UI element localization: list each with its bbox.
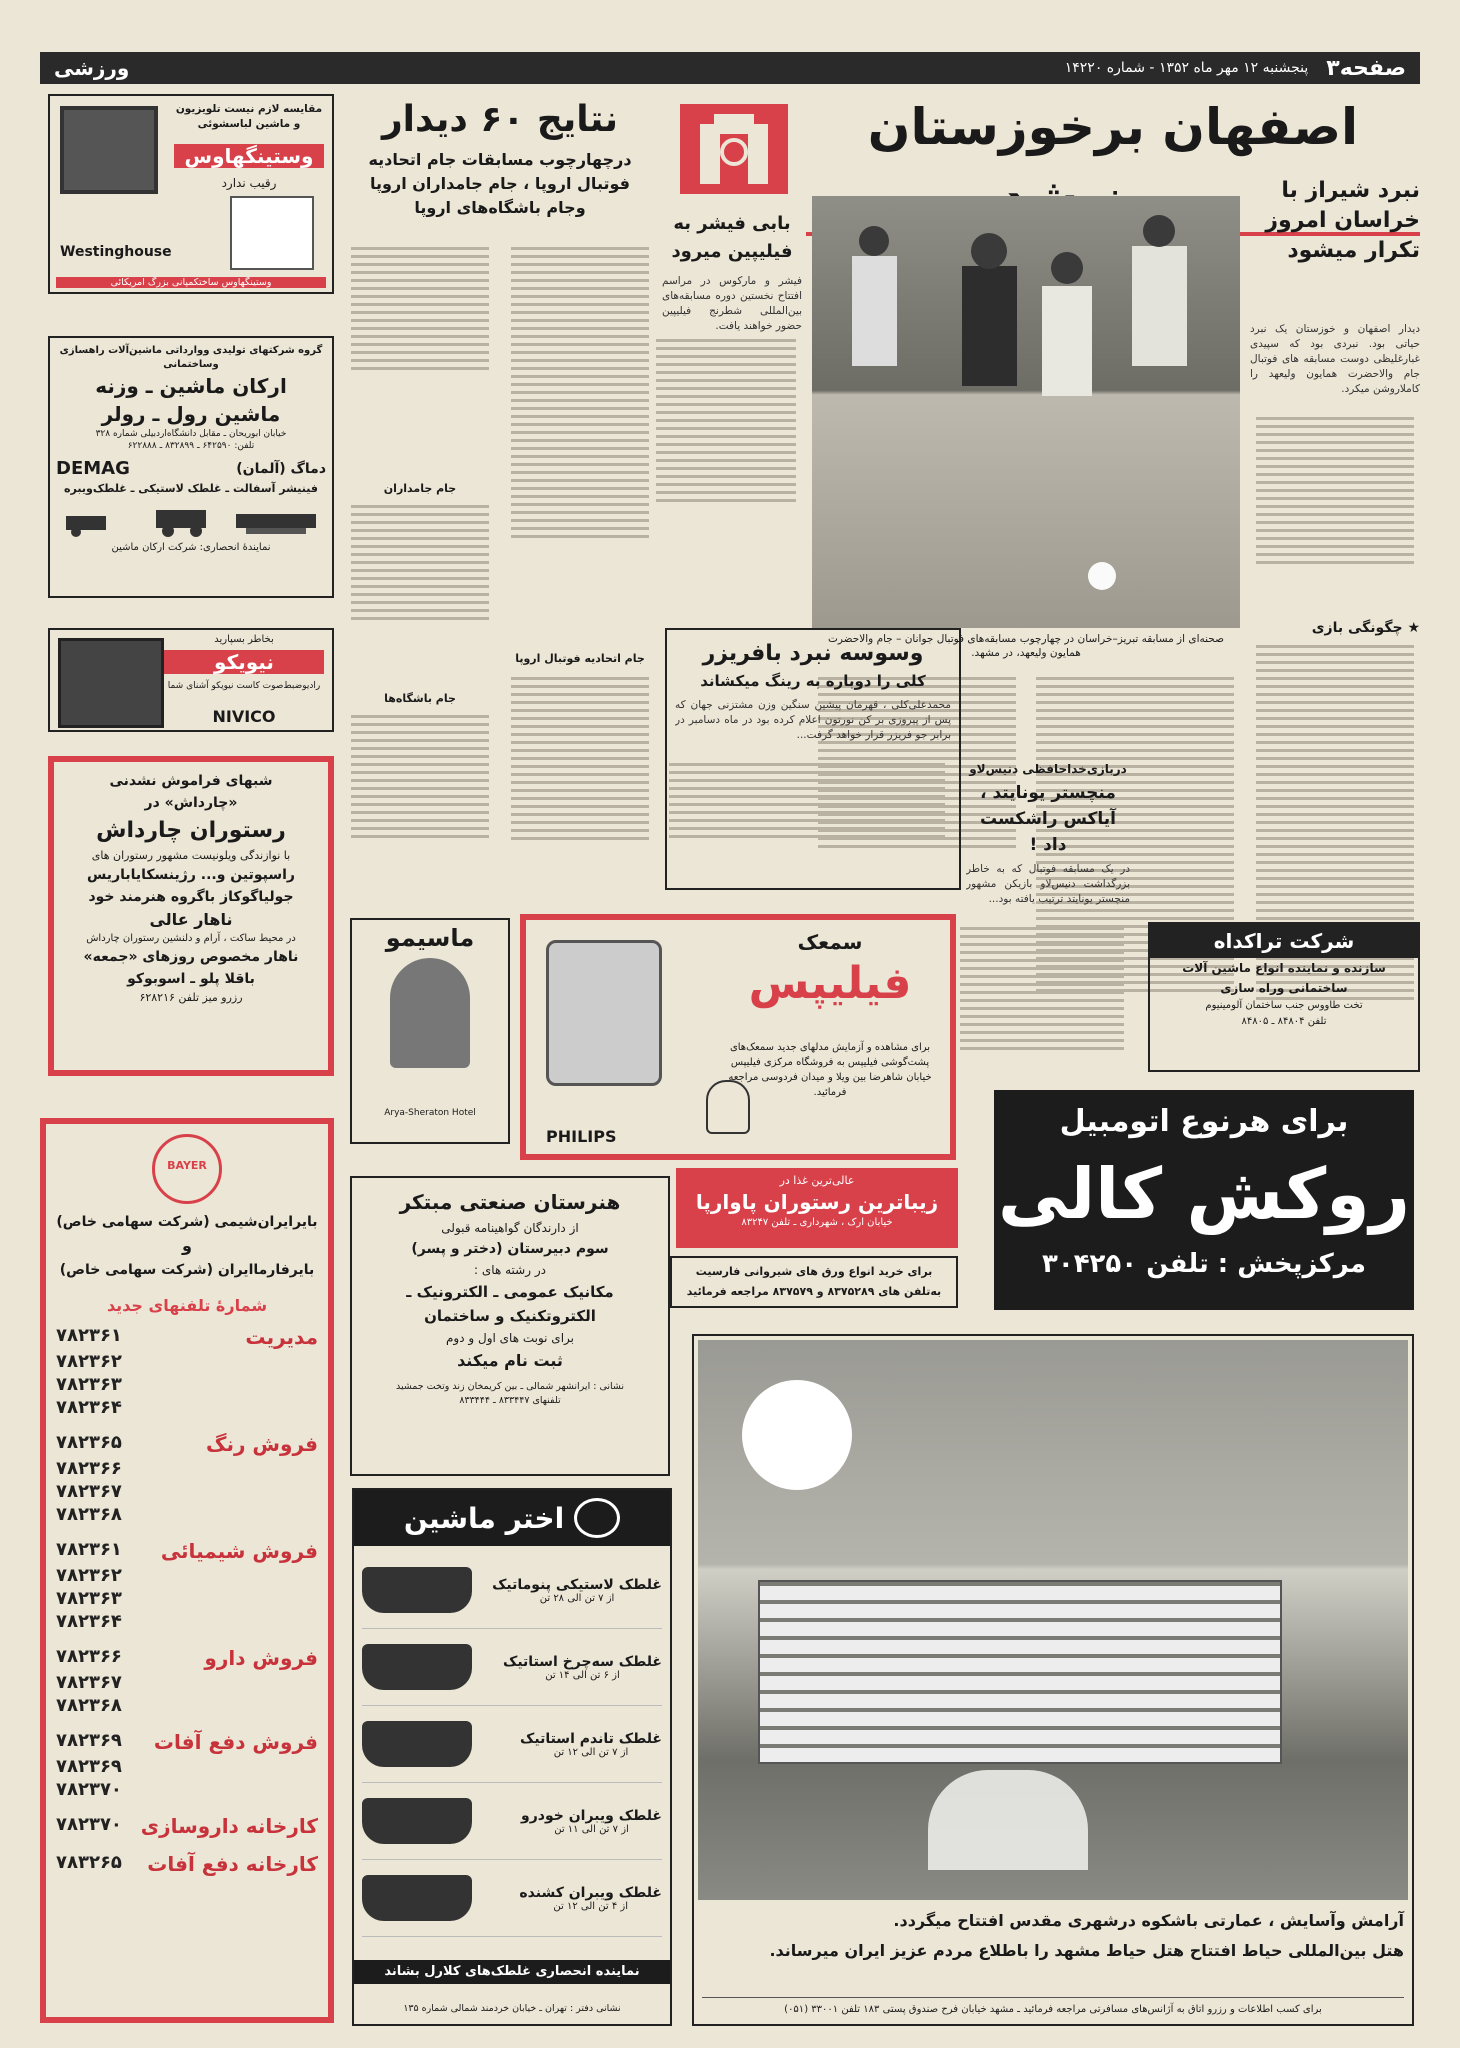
trakdah-l3: تخت طاووس جنب ساختمان آلومینیوم [1205,1000,1363,1011]
tv-illustration [60,106,158,194]
bayer-dept [56,1852,318,1876]
akhtar-item-name: غلطک لاستیکی پنوماتیک [492,1576,662,1593]
akhtar-item [362,1629,662,1706]
hotel-fountain [928,1770,1088,1870]
chardash-phone: رزرو میز تلفن ۶۲۸۲۱۶ [139,991,243,1004]
chardash-name: رستوران چارداش [96,818,286,843]
main-subhead: نبرد شیراز با خراسان امروز تکرار میشود [1265,178,1420,263]
bayer-dept [56,1539,318,1632]
clay-body: محمدعلی‌کلی ، قهرمان پیشین سنگین وزن مشتزنی جهان که پس از پیروزی بر کن نورتون اعلام کرده بود در ماه دسامبر در برابر جو فریزر قرار خواهد گرفت... [675,699,951,741]
rokesh-l1: برای هرنوع اتومبیل [1059,1104,1349,1139]
trakdah-title: شرکت تراکداه [1150,924,1418,958]
bayer-dept [56,1730,318,1800]
school-l6: برای نوبت های اول و دوم [445,1331,574,1345]
sheets-l1: برای خرید انواع ورق های شیروانی فارسیت [695,1265,933,1278]
trakdah-l2: ساختمانی وراه سازی [1220,981,1348,995]
akhtar-item-range: از ۴ تن الی ۱۲ تن [553,1900,628,1912]
akhtar-logo-icon [574,1498,620,1538]
bayer-dept-name: فروش دفع آفات [153,1730,318,1754]
arkan-ad [48,336,334,598]
paveh-top: عالی‌ترین غذا در [779,1174,855,1187]
akhtar-item-text [492,1577,662,1604]
school-ad [350,1176,670,1476]
bayer-phone-row [56,1397,318,1418]
akhtar-item-text [519,1885,662,1912]
cup-winners-heading: جام جامداران [383,482,457,495]
bayer-phone-number: ۷۸۲۳۶۸ [56,1695,122,1716]
fischer-body: فیشر و مارکوس در مراسم افتتاح نخستین دوره مسابقه‌های بین‌المللی شطرنج فیلیپین حضور خواهند یافت. [662,275,802,332]
bayer-dept-name: مدیریت [245,1325,318,1349]
bayer-phone-number: ۷۸۲۳۷۰ [56,1814,122,1835]
akhtar-item-name: غلطک تاندم استاتیک [520,1730,662,1747]
chardash-l7: در محیط ساکت ، آرام و دلنشین رستوران چارداش [86,933,296,944]
results-story [345,92,655,912]
hotel-photo [698,1340,1408,1900]
westinghouse-ad [48,94,334,294]
bayer-phone-number: ۷۸۲۳۶۱ [56,1325,122,1346]
westinghouse-name: وستینگهاوس [174,144,324,168]
school-l2: سوم دبیرستان (دختر و پسر) [411,1241,609,1257]
bayer-phone-number: ۷۸۲۳۶۹ [56,1756,122,1777]
bayer-phone-number: ۷۸۲۳۶۹ [56,1730,122,1751]
akhtar-item [362,1552,662,1629]
chardash-l3: با نوازندگی ویلونیست مشهور رستوران های [91,849,291,862]
bayer-phone-row [56,1325,318,1349]
singer-portrait [390,958,470,1068]
clubs-heading: جام باشگاه‌ها [384,692,456,705]
massimo-hotel: Arya-Sheraton Hotel [384,1108,476,1118]
bayer-phone-number: ۷۸۲۳۶۴ [56,1397,122,1418]
bayer-phone-row [56,1565,318,1586]
sheets-ad [670,1256,958,1308]
bayer-phone-number: ۷۸۲۳۷۰ [56,1779,122,1800]
demag-desc: فینیشر آسفالت ـ غلطک لاستیکی ـ غلطک‌ویبره [64,482,318,495]
arkan-phones: تلفن: ۶۴۲۵۹۰ ـ ۸۳۲۸۹۹ ـ ۶۲۲۸۸۸ [127,441,255,451]
nivico-desc: راديو‌ضبط‌صوت کاست نیویکو آشنای شما [167,681,321,691]
bayer-phone-row [56,1351,318,1372]
chegonegi-heading: ★ چگونگی بازی [1311,620,1420,636]
section-label: ورزشی [54,56,130,80]
chardash-l5: جولیاگوکاز باگروه هنرمند خود [88,889,294,905]
bayer-phone-row [56,1852,318,1876]
akhtar-item-range: از ۷ تن الی ۱۱ تن [554,1823,629,1835]
results-subhead: درچهارچوب مسابقات جام اتحادیه فوتبال اروپا ، جام جامداران اروپا وجام باشگاه‌های اروپا [368,150,632,217]
rokesh-name: روکش کالی [998,1153,1410,1235]
bayer-phone-number: ۷۸۲۳۶۶ [56,1646,122,1667]
westinghouse-top: مقایسه لازم نیست تلویزیون و ماشین لباسشوئی [175,103,323,130]
westinghouse-foot: وستینگهاوس ساختکمپانی بزرگ امریکائی [56,277,326,288]
bayer-c2: بایرفارماایران (شرکت سهامی خاص) [59,1262,315,1278]
arkan-address: خیابان ابوریحان ـ مقابل دانشگاه‌اردبیلی شماره ۳۲۸ [95,429,287,439]
paveh-ad [676,1168,958,1248]
hotel-ad [692,1334,1414,2026]
bayer-dept [56,1646,318,1716]
chardash-l6: ناهار عالی [149,910,233,929]
bayer-phone-row [56,1730,318,1754]
roller-icon [362,1644,472,1690]
issue-date: پنجشنبه ۱۲ مهر ماه ۱۳۵۲ - شماره ۱۴۲۲۰ [1064,60,1309,76]
hotel-foot: برای کسب اطلاعات و رزرو اتاق به آژانس‌های مسافرتی مراجعه فرمائید ـ مشهد خیابان فرح صندوق پستی ۱۸۳ تلفن ۳۳۰۰۱ (۰۵۱) [702,1997,1404,2018]
nivico-brand: NIVICO [212,707,276,726]
players-illustration [812,196,1240,628]
trakdah-l1: سازنده و نماینده انواع ماشین آلات [1182,961,1386,975]
bayer-phone-number: ۷۸۲۳۶۸ [56,1504,122,1525]
roller-icon [362,1798,472,1844]
roller-icon [362,1567,472,1613]
arkan-agent: نمایندهٔ انحصاری: شرکت ارکان ماشین [111,542,271,553]
bayer-phone-number: ۷۸۲۳۶۶ [56,1458,122,1479]
page-header [40,52,1420,84]
bayer-dept-name: فروش شیمیائی [160,1539,318,1563]
bayer-phone-number: ۷۸۲۳۶۷ [56,1481,122,1502]
chardash-ad [48,756,334,1076]
bayer-phone-number: ۷۸۲۳۶۵ [56,1432,122,1453]
radio-illustration [58,638,164,728]
demag-fa: دماگ (آلمان) [236,460,326,477]
bayer-and: و [182,1236,192,1255]
manchester-kicker: دربازی‌خداحافظی دنیس‌لاو [969,762,1127,776]
arkan-line1: ارکان ماشین ـ وزنه [95,374,287,398]
philips-brand: PHILIPS [546,1127,617,1146]
bayer-dept-name: کارخانه داروسازی [140,1814,318,1838]
bayer-phone-row [56,1458,318,1479]
bayer-dept-name: کارخانه دفع آفات [147,1852,318,1876]
main-lead: دیدار اصفهان و خوزستان یک نبرد حیاتی بود. نبردی بود که سپیدی غبارغلیظی دوست مسابقه های فوتبال جام والاحضرت همایون ولیعهد را کاملاروشن میکرد. [1250,323,1420,395]
main-headline: اصفهان برخوزستان [806,92,1420,236]
arkan-top: گروه شرکتهای تولیدی ووارداتی ماشین‌آلات راهسازی وساختمانی [59,345,323,370]
bayer-phone-row [56,1588,318,1609]
uefa-heading: جام اتحادیه فوتبال اروپا [515,652,645,665]
akhtar-item-range: از ۷ تن الی ۲۸ تن [539,1592,615,1604]
school-phones: تلفنهای ۸۳۳۴۴۷ ـ ۸۳۳۴۴۴ [459,1395,561,1406]
clay-story [665,628,961,890]
trakdah-phone: تلفن ۸۴۸۰۴ ـ ۸۴۸۰۵ [1241,1016,1327,1027]
bayer-phone-number: ۷۸۲۳۶۲ [56,1565,122,1586]
roller-icon [362,1875,472,1921]
akhtar-item-list [354,1546,670,1943]
westinghouse-tag: رقیب ندارد [221,176,277,190]
philips-brand-fa: سمعک [797,930,863,954]
akhtar-item-name: غلطک ویبران خودرو [521,1807,662,1824]
hearing-aid-illustration [546,940,662,1086]
football-photo [812,196,1240,628]
akhtar-addr: نشانی دفتر : تهران ـ خیابان خردمند شمالی شماره ۱۳۵ [403,2003,621,2014]
arkan-line2: ماشین رول ـ رولر [101,402,281,426]
clay-headline: وسوسه نبرد بافریزر [702,641,924,666]
bayer-phone-row [56,1432,318,1456]
chardash-l1: شبهای فراموش نشدنی [109,773,273,789]
bayer-phone-row [56,1756,318,1777]
washer-illustration [230,196,314,270]
akhtar-foot: نماینده انحصاری غلطک‌های کلارل بشاند [354,1960,670,1984]
bayer-c1: بایرایران‌شیمی (شرکت سهامی خاص) [56,1214,318,1230]
chardash-l9: باقلا پلو ـ اسوبوکو [127,971,255,987]
akhtar-item-text [521,1808,662,1835]
hotel-l2: هتل بین‌المللی حیاط افتتاح هتل حیاط مشهد را باطلاع مردم عزیز ایران میرساند. [769,1941,1404,1960]
akhtar-title: اختر ماشین [403,1501,565,1535]
bayer-phone-number: ۷۸۲۳۶۳ [56,1374,122,1395]
philips-desc: برای مشاهده و آزمایش مدلهای جدید سمعک‌های پشت‌گوشی فیلیپس به فروشگاه مرکزی فیلیپس خیابان شاهرضا بین ویلا و میدان فردوسی مراجعه فرمائید. [728,1042,932,1098]
bayer-dept-name: فروش دارو [204,1646,318,1670]
bayer-phone-row [56,1504,318,1525]
manchester-story [966,762,1130,1102]
photo-caption: صحنه‌ای از مسابقه تبریز–خراسان در چهارچوب مسابقه‌های فوتبال جوانان – جام والاحضرت همایون ولیعهد، در مشهد. [827,633,1225,659]
bayer-phone-row [56,1611,318,1632]
bayer-logo [152,1134,222,1204]
nivico-ad [48,628,334,732]
akhtar-item-range: از ۶ تن الی ۱۴ تن [545,1669,620,1681]
massimo-ad [350,918,510,1144]
bayer-phone-row [56,1814,318,1838]
school-title: هنرستان صنعتی مبتکر [399,1190,621,1214]
school-l3: در رشته های : [474,1263,546,1277]
school-l4: مکانیک عمومی ـ الکترونیک ـ [406,1283,614,1301]
akhtar-item-text [520,1731,662,1758]
bayer-phone-number: ۷۸۲۳۶۷ [56,1672,122,1693]
bayer-dept-list [56,1325,318,1876]
akhtar-item-range: از ۷ تن الی ۱۲ تن [553,1746,629,1758]
akhtar-item-name: غلطک سه‌چرخ استاتیک [503,1653,662,1670]
nivico-top: بخاطر بسپارید [214,634,274,645]
school-addr: نشانی : ایرانشهر شمالی ـ بین کریمخان زند وتخت جمشید [395,1381,625,1392]
demag-logo: DEMAG [56,458,130,479]
bayer-dept [56,1814,318,1838]
bayer-phone-row [56,1481,318,1502]
manchester-body: در یک مسابقه فوتبال که به خاطر بزرگداشت دنیس‌لاو بازیکن مشهور منچستر یونایتد ترتیب یافته بود... [966,863,1130,905]
bayer-dept [56,1432,318,1525]
bayer-logo-text: BAYER [167,1159,207,1172]
philips-name: فیلیپس [748,958,912,1009]
manchester-headline: منچستر یونایتد ، آیاکس راشکست داد ! [980,783,1116,855]
akhtar-item-name: غلطک ویبران کشنده [519,1884,662,1901]
chardash-l2: «چارداش» در [144,795,238,811]
hotel-emblem-icon [742,1380,852,1490]
akhtar-item [362,1706,662,1783]
akhtar-item-text [503,1654,662,1681]
philips-shield-icon [706,1080,750,1134]
bayer-phones-title: شمارهٔ تلفنهای جدید [106,1296,268,1315]
rokesh-ad [994,1090,1414,1310]
school-l1: از دارندگان گواهینامه قبولی [441,1221,579,1235]
school-l7: ثبت نام میکند [457,1351,563,1370]
akhtar-header [354,1490,670,1546]
westinghouse-brand: Westinghouse [60,244,172,260]
massimo-title: ماسیمو [385,924,475,952]
chess-logo [670,94,798,204]
hotel-l1: آرامش وآسایش ، عمارتی باشکوه درشهری مقدس افتتاح میگردد. [893,1911,1404,1930]
paveh-addr: خیابان ارک ، شهرداری ـ تلفن ۸۳۲۴۷ [741,1217,893,1228]
nivico-brand-fa: نیویکو [164,650,324,674]
clay-subhead: کلی را دوباره به رینگ میکشاند [700,672,926,690]
fischer-headline: بابی فیشر به فیلیپین میرود [671,213,793,262]
bayer-phone-row [56,1539,318,1563]
bayer-phone-number: ۷۸۲۳۶۴ [56,1611,122,1632]
machines-illustration [56,498,326,538]
results-headline: نتایج ۶۰ دیدار [381,99,619,140]
bayer-phone-number: ۷۸۲۳۶۲ [56,1351,122,1372]
bayer-ad [40,1118,334,2023]
bayer-phone-row [56,1779,318,1800]
hotel-building [758,1580,1282,1764]
bayer-phone-row [56,1672,318,1693]
bayer-phone-number: ۷۸۳۲۶۵ [56,1852,122,1873]
akhtar-ad [352,1488,672,2026]
bayer-phone-row [56,1374,318,1395]
rokesh-l2: مرکزپخش : تلفن ۳۰۴۲۵۰ [1041,1249,1367,1279]
philips-ad [520,914,956,1160]
bayer-phone-row [56,1646,318,1670]
bayer-phone-row [56,1695,318,1716]
akhtar-item [362,1860,662,1937]
chardash-l8: ناهار مخصوص روزهای «جمعه» [83,949,299,965]
page-number: صفحه۳ [1326,55,1406,81]
roller-icon [362,1721,472,1767]
bayer-dept [56,1325,318,1418]
school-l5: الکتروتکنیک و ساختمان [424,1307,596,1325]
bayer-phone-number: ۷۸۲۳۶۱ [56,1539,122,1560]
akhtar-item [362,1783,662,1860]
fischer-story [662,210,802,610]
paveh-name: زیباترین رستوران پاوارپا [695,1190,939,1214]
chardash-l4: راسپوتین و... رژینسکایاباریس [87,867,295,883]
bayer-phone-number: ۷۸۲۳۶۳ [56,1588,122,1609]
sheets-l2: به‌تلفن های ۸۳۷۵۲۸۹ و ۸۳۷۵۷۹ مراجعه فرمائید [686,1285,942,1298]
bayer-dept-name: فروش رنگ [205,1432,318,1456]
trakdah-ad [1148,922,1420,1072]
